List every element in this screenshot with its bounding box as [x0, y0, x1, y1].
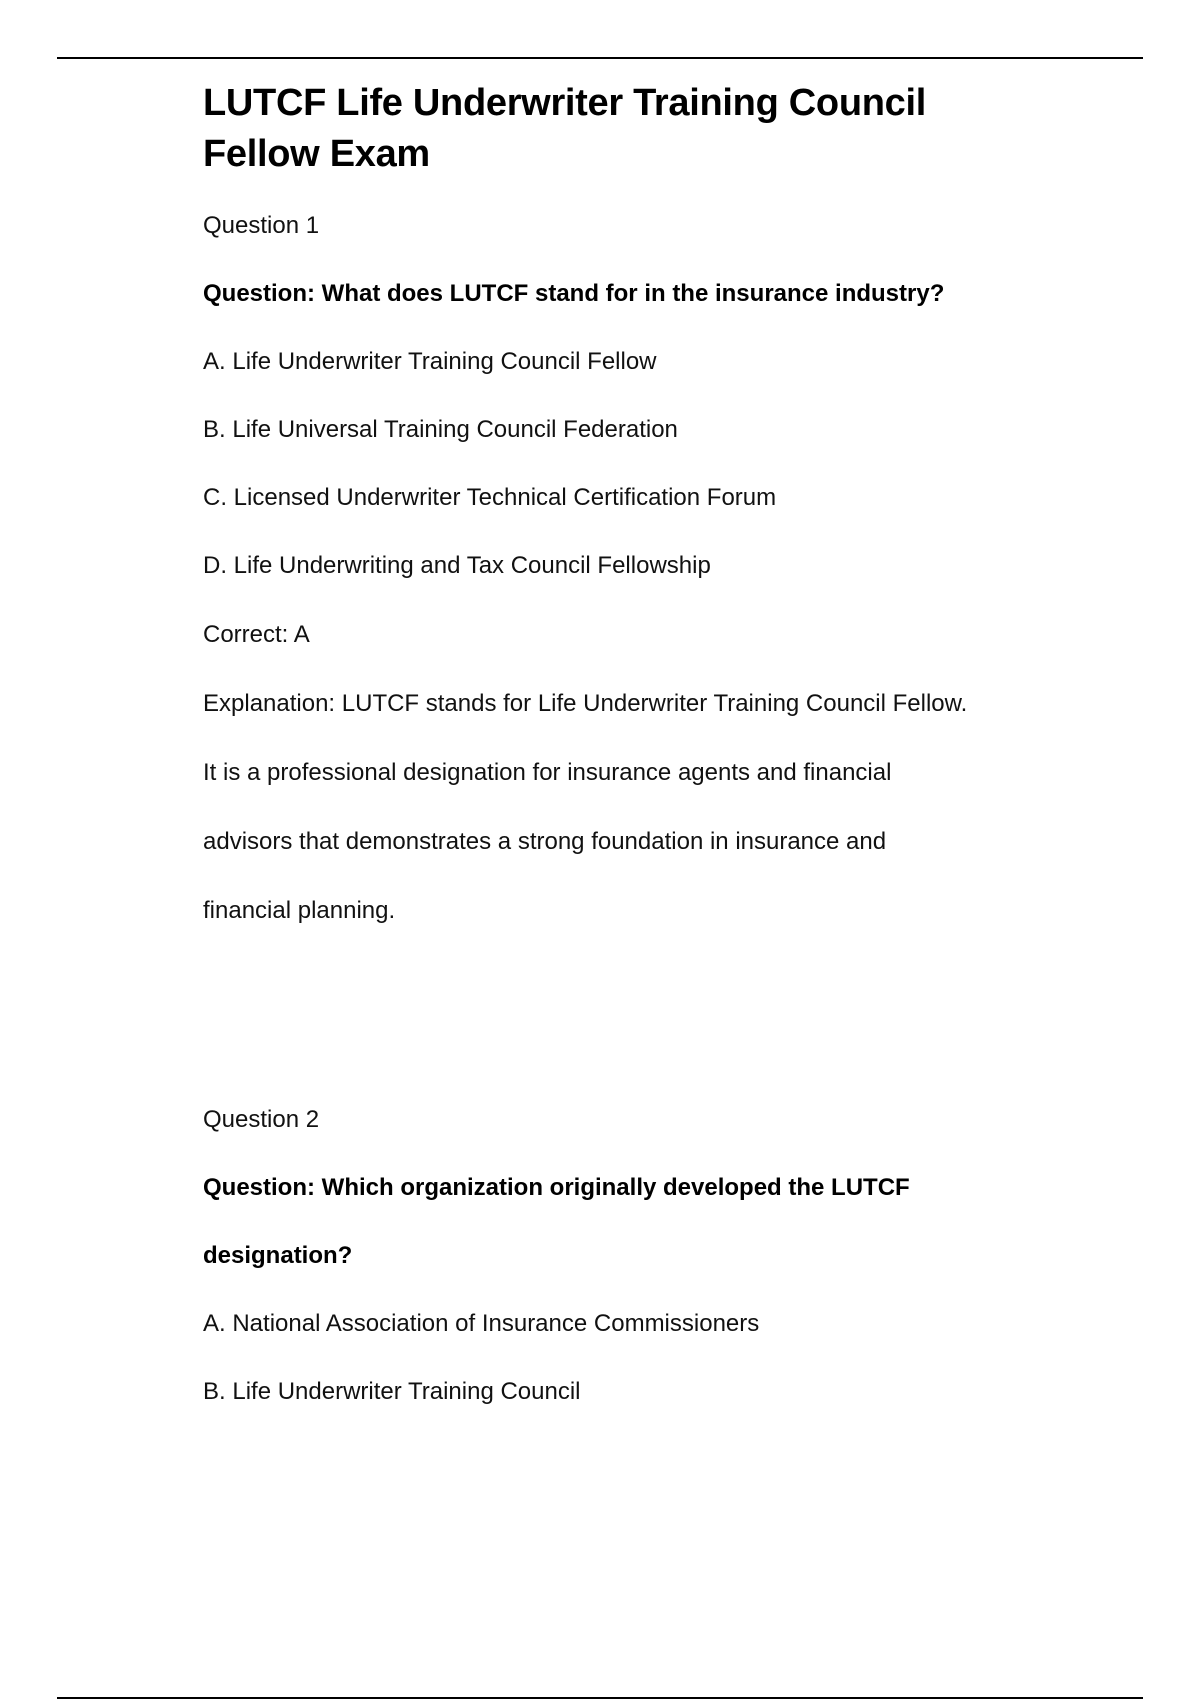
answer-option-b: B. Life Underwriter Training Council — [203, 1378, 581, 1405]
top-rule — [57, 57, 1143, 59]
explanation-line: financial planning. — [203, 897, 396, 924]
answer-option-d: D. Life Underwriting and Tax Council Fellowship — [203, 552, 711, 579]
document-title — [203, 78, 1063, 180]
question-label: Question 2 — [203, 1106, 320, 1133]
correct-answer: Correct: A — [203, 621, 310, 648]
question-text: Question: Which organization originally developed the LUTCF — [203, 1174, 910, 1201]
explanation-line: advisors that demonstrates a strong foundation in insurance and — [203, 828, 887, 855]
title-line-2: Fellow Exam — [203, 133, 430, 175]
answer-option-c: C. Licensed Underwriter Technical Certification Forum — [203, 484, 777, 511]
title-line-1: LUTCF Life Underwriter Training Council — [203, 82, 926, 124]
question-label: Question 1 — [203, 212, 320, 239]
question-block-1 — [203, 212, 1063, 925]
answer-option-b: B. Life Universal Training Council Federation — [203, 416, 678, 443]
answer-option-a: A. Life Underwriter Training Council Fellow — [203, 348, 657, 375]
question-text: Question: What does LUTCF stand for in the insurance industry? — [203, 280, 945, 307]
explanation-line: Explanation: LUTCF stands for Life Underwriter Training Council Fellow. — [203, 690, 968, 717]
explanation-line: It is a professional designation for insurance agents and financial — [203, 759, 892, 786]
document-body — [203, 78, 1063, 1406]
bottom-rule — [57, 1697, 1143, 1699]
question-text-continued: designation? — [203, 1242, 353, 1269]
answer-option-a: A. National Association of Insurance Commissioners — [203, 1310, 760, 1337]
question-block-2 — [203, 1106, 1063, 1406]
